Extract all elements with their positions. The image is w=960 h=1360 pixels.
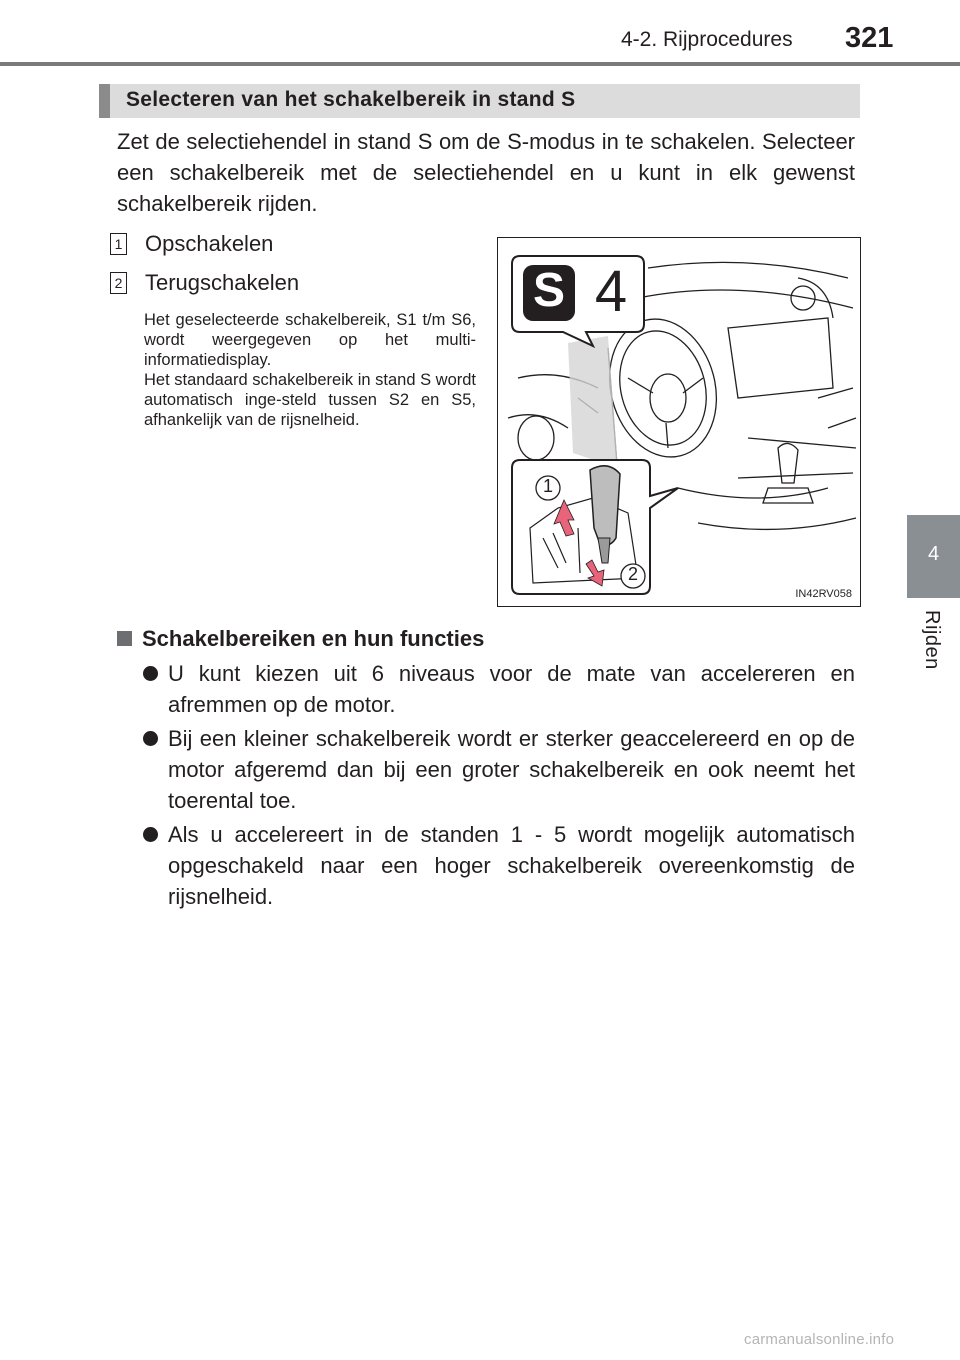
chapter-tab-label: Rijden: [921, 610, 943, 670]
bullet-text: Als u accelereert in de standen 1 - 5 wordt mogelijk automatisch opgeschakeld naar een hoger schakelbereik overeenkomstig de rijsnelheid.: [168, 822, 855, 909]
item-number-badge: 2: [110, 272, 127, 294]
bullet-text: Bij een kleiner schakelbereik wordt er sterker geaccelereerd en op de motor afgeremd dan bij een groter schakelbereik en ook neemt het toerental toe.: [168, 726, 855, 813]
list-item: [156, 658, 855, 720]
shift-lever-illustration: [497, 237, 861, 607]
bullet-dot-icon: [143, 666, 158, 681]
subsection-title: Schakelbereiken en hun functies: [142, 626, 485, 651]
list-item: [156, 723, 855, 816]
callout-label-2: 2: [627, 564, 638, 584]
gear-number: 4: [594, 259, 628, 324]
watermark: carmanualsonline.info: [744, 1331, 895, 1348]
figure-code: IN42RV058: [795, 588, 852, 600]
item-label: Terugschakelen: [145, 270, 300, 295]
header-section-title: 4-2. Rijprocedures: [621, 28, 793, 51]
subsection-heading: [117, 626, 484, 652]
chapter-tab-number: 4: [927, 543, 940, 565]
bullet-dot-icon: [143, 827, 158, 842]
list-item: [156, 819, 855, 912]
item-number-badge: 1: [110, 233, 127, 255]
gear-mode-letter: S: [532, 264, 565, 317]
bullet-text: U kunt kiezen uit 6 niveaus voor de mate van accelereren en afremmen op de motor.: [168, 661, 855, 717]
header-divider: [0, 62, 960, 66]
bullet-dot-icon: [143, 731, 158, 746]
section-title: Selecteren van het schakelbereik in stand S: [126, 88, 576, 111]
bullet-list: [156, 658, 855, 915]
item-label: Opschakelen: [145, 231, 274, 256]
page-number: 321: [845, 22, 894, 54]
section-heading-bar: [99, 84, 860, 118]
intro-paragraph: Zet de selectiehendel in stand S om de S-modus in te schakelen. Selecteer een schakelbereik met de selectiehendel en u kunt in elk gewenst schakelbereik rijden.: [117, 129, 855, 216]
square-bullet-icon: [117, 631, 132, 646]
chapter-tab[interactable]: [907, 515, 960, 598]
callout-label-1: 1: [542, 476, 553, 496]
note-paragraph: Het standaard schakelbereik in stand S wordt automatisch inge-steld tussen S2 en S5, afhankelijk van de rijsnelheid.: [144, 371, 477, 429]
note-paragraph: Het geselecteerde schakelbereik, S1 t/m S6, wordt weergegeven op het multi-informatiedisplay.: [144, 311, 476, 369]
note-text: [144, 310, 476, 430]
